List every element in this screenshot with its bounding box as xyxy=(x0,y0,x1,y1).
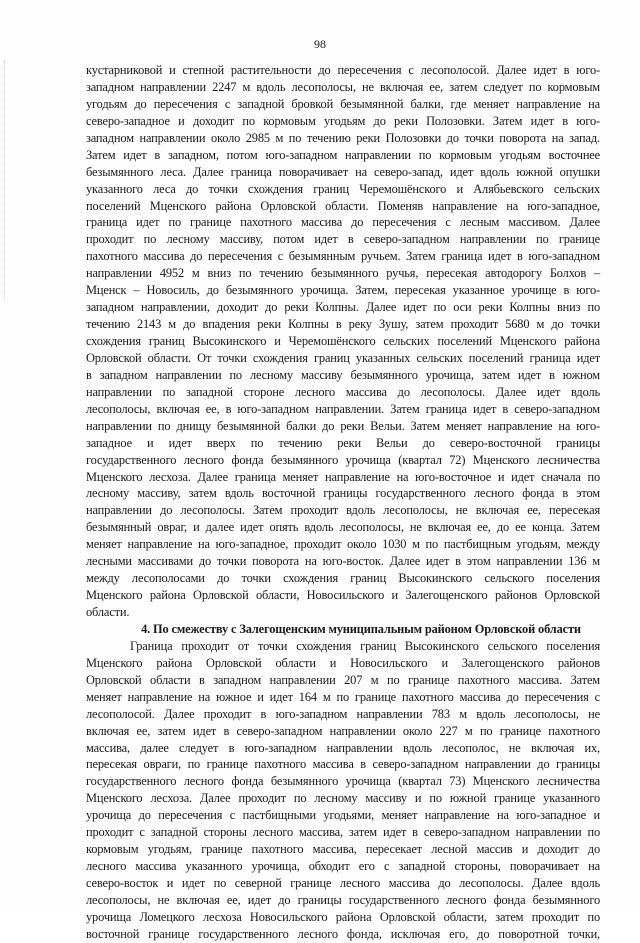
body-text xyxy=(86,62,600,943)
text-line: лесополосой. Далее проходит в юго-западном направлении 783 м вдоль лесополосы, не xyxy=(86,706,600,721)
text-line: включая ее, затем идет в северо-западном направлении около 227 м по границе пахотного xyxy=(86,723,600,738)
text-line: угодьям до пересечения с западной бровкой безымянной балки, где меняет направление на xyxy=(86,96,600,111)
scan-margin-mark xyxy=(4,60,15,300)
text-line: граница идет по границе пахотного массива до пересечения с лесным массивом. Далее xyxy=(86,215,600,230)
text-line: безымянного леса. Далее граница поворачивает на северо-запад, идет вдоль южной опушки xyxy=(86,164,600,179)
text-line: государственного лесного фонда безымянного урочища (квартал 72) Мценского лесничества xyxy=(86,452,600,467)
text-line: Мценского района Орловской области и Новосильского и Залегощенского районов xyxy=(86,655,600,670)
text-line: северо-восток и идет по северной границе лесного массива до лесополосы. Далее вдоль xyxy=(86,876,600,890)
text-line: массива, далее следует в юго-западном направлении вдоль лесополос, не включая их, xyxy=(86,740,600,755)
text-line: направлении по западной стороне лесного массива до лесополосы. Далее идет вдоль xyxy=(86,384,600,399)
text-line: Орловской области. От точки схождения границ указанных сельских поселений граница идет xyxy=(86,350,600,365)
text-line: течению 2143 м до впадения реки Колпны в реку Зушу, затем проходит 5680 м до точки xyxy=(86,317,600,332)
text-line: Граница проходит от точки схождения границ Высокинского сельского поселения xyxy=(130,638,600,653)
text-line: Мценского района Орловской области, Новосильского и Залегощенского районов Орловской xyxy=(86,588,600,603)
text-line: пересекая овраги, по границе пахотного массива в северо-западном направлении до границы xyxy=(86,757,600,772)
text-line: Мценского лесхоза. Далее проходит по лесному массиву и по южной границе указанного xyxy=(86,791,600,806)
text-line: области. xyxy=(86,605,130,619)
text-line: Мценского лесхоза. Далее граница меняет направление на юго-восточное и идет сначала по xyxy=(86,469,600,484)
text-line: направлении до лесополосы. Затем проходит вдоль лесополосы, не включая ее, пересекая xyxy=(86,503,600,518)
text-line: пахотного массива до пересечения с безымянным ручьем. Затем граница идет в юго-западном xyxy=(86,249,600,264)
text-line: направлении по днищу безымянной балки до реки Вельи. Затем меняет направление на юго- xyxy=(86,418,600,433)
text-line: лесному массиву, затем вдоль восточной границы государственного лесного фонда в этом xyxy=(86,486,600,501)
text-line: западном направлении 2247 м вдоль лесополосы, не включая ее, затем следует по кормовым xyxy=(86,79,600,94)
text-line: государственного лесного фонда безымянного урочища (квартал 73) Мценского лесничества xyxy=(86,774,600,789)
text-line: лесного массива указанного урочища, обходит его с западной стороны, поворачивает на xyxy=(86,859,600,874)
text-line: кустарниковой и степной растительности до пересечения с лесополосой. Далее идет в юго- xyxy=(86,63,600,77)
text-line: лесополосы, включая ее, в юго-западном направлении. Затем граница идет в северо-западном xyxy=(86,401,600,416)
text-line: указанного леса до точки схождения границ Черемошёнского и Алябьевского сельских xyxy=(86,181,600,196)
text-line: западном направлении около 2985 м по течению реки Полозовки до точки поворота на запад. xyxy=(86,130,600,145)
text-line: северо-западное и доходит по кормовым угодьям до реки Полозовки. Затем идет в юго- xyxy=(86,113,600,128)
text-line: Мценск – Новосиль, до безымянного урочища. Затем, пересекая указанное урочище в юго- xyxy=(86,283,600,298)
text-line: восточной границе государственного лесного фонда, исключая его, до поворотной точки, xyxy=(86,926,600,941)
text-line: кормовым угодьям, границе пахотного массива, пересекает лесной массив и доходит до xyxy=(86,842,600,857)
section-heading: 4. По смежеству с Залегощенским муниципальным районом Орловской области xyxy=(141,621,581,636)
text-line: направлении 4952 м вниз по течению безымянного ручья, пересекая автодорогу Болхов – xyxy=(86,266,600,281)
text-line: лесными массивами до точки поворота на юго-восток. Далее идет в этом направлении 136 м xyxy=(86,554,600,569)
text-line: Орловской области в западном направлении 207 м по границе пахотного массива. Затем xyxy=(86,672,600,687)
text-line: лесополосы, не включая ее, идет до границы государственного лесного фонда безымянного xyxy=(86,892,600,907)
text-line: меняет направление на юго-западное, проходит около 1030 м по пастбищным угодьям, между xyxy=(86,537,600,552)
text-line: между лесополосами до точки схождения границ Высокинского сельского поселения xyxy=(86,571,600,586)
text-line: Затем идет в западном, потом юго-западном направлении по кормовым угодьям восточнее xyxy=(86,147,600,162)
text-line: поселений Мценского района Орловской области. Поменяв направление на юго-западное, xyxy=(86,198,600,213)
text-line: в западном направлении по лесному массиву безымянного урочища, затем идет в южном xyxy=(86,367,600,382)
text-line: проходит по лесному массиву, потом идет в северо-западном направлении по границе xyxy=(86,232,600,247)
text-line: проходит с западной стороны лесного массива, затем идет в северо-западном направлении по xyxy=(86,825,600,840)
text-line: меняет направление на южное и идет 164 м по границе пахотного массива до пересечения с xyxy=(86,689,600,704)
text-line: урочища до пересечения с пастбищными угодьями, меняет направление на юго-западное и xyxy=(86,808,600,823)
page-number: 98 xyxy=(314,37,326,51)
text-line: западное и идет вверх по течению реки Вельи до северо-восточной границы xyxy=(86,435,600,450)
text-line: схождения границ Высокинского и Черемошёнского сельских поселений Мценского района xyxy=(86,334,600,348)
text-line: урочища Ломецкого лесхоза Новосильского района Орловской области, затем проходит по xyxy=(86,909,600,924)
text-line: западном направлении, доходит до реки Колпны. Далее идет по оси реки Колпны вниз по xyxy=(86,300,600,315)
text-line: безымянный овраг, и далее идет опять вдоль лесополосы, не включая ее, до ее конца. Затем xyxy=(86,520,600,535)
